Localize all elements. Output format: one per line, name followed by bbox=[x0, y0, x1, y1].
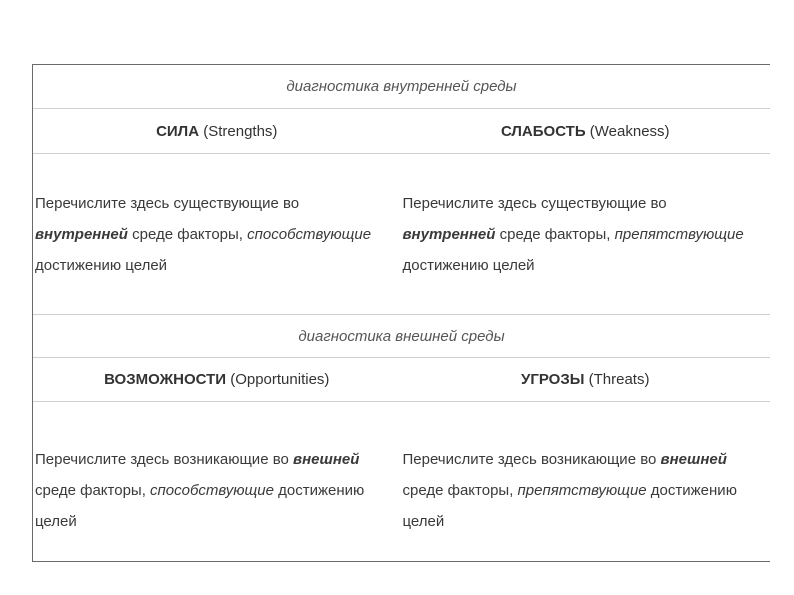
strengths-text-bold: внутренней bbox=[35, 225, 128, 243]
weakness-text-2: среде факторы, bbox=[495, 225, 615, 243]
weakness-text-3: достижению целей bbox=[402, 256, 535, 274]
opportunities-title-ru: ВОЗМОЖНОСТИ bbox=[104, 371, 227, 388]
threats-text-1: Перечислите здесь возникающие во bbox=[402, 451, 661, 468]
external-environment-header-text: диагностика внешней среды bbox=[298, 327, 505, 345]
threats-description bbox=[403, 444, 763, 537]
weakness-description bbox=[403, 188, 763, 281]
weakness-title-en: (Weakness) bbox=[589, 122, 670, 140]
internal-environment-header-text: диагностика внутренней среды bbox=[286, 78, 517, 95]
internal-environment-header bbox=[33, 65, 770, 109]
threats-text-3: достижению целей bbox=[402, 482, 737, 530]
threats-title-ru: УГРОЗЫ bbox=[521, 371, 585, 388]
opportunities-text-italic: способствующие bbox=[150, 482, 274, 499]
threats-title-en: (Threats) bbox=[588, 371, 650, 388]
weakness-cell bbox=[401, 154, 771, 314]
strengths-text-1: Перечислите здесь существующие во bbox=[35, 194, 300, 212]
external-titles-row bbox=[33, 358, 770, 402]
threats-text-2: среде факторы, bbox=[402, 482, 518, 499]
threats-text-bold: внешней bbox=[660, 451, 727, 468]
opportunities-text-2: среде факторы, bbox=[35, 482, 151, 499]
external-body-row bbox=[33, 402, 770, 561]
opportunities-cell bbox=[33, 402, 401, 561]
strengths-text-2: среде факторы, bbox=[127, 225, 248, 243]
external-environment-header bbox=[33, 315, 770, 358]
weakness-title bbox=[401, 109, 771, 153]
threats-cell bbox=[401, 402, 771, 561]
strengths-title bbox=[33, 109, 401, 153]
strengths-text-3: достижению целей bbox=[35, 256, 168, 274]
opportunities-text-1: Перечислите здесь возникающие во bbox=[35, 451, 294, 468]
strengths-title-ru: СИЛА bbox=[156, 122, 200, 140]
weakness-title-ru: СЛАБОСТЬ bbox=[500, 122, 586, 140]
strengths-cell bbox=[33, 154, 401, 314]
internal-titles-row bbox=[33, 109, 770, 154]
strengths-description bbox=[35, 188, 395, 281]
weakness-text-1: Перечислите здесь существующие во bbox=[402, 194, 667, 212]
threats-title bbox=[401, 358, 771, 401]
weakness-text-italic: препятствующие bbox=[614, 225, 744, 243]
opportunities-title-en: (Opportunities) bbox=[230, 371, 330, 388]
opportunities-description bbox=[35, 444, 395, 537]
opportunities-text-bold: внешней bbox=[293, 451, 360, 468]
threats-text-italic: препятствующие bbox=[517, 482, 647, 499]
weakness-text-bold: внутренней bbox=[402, 225, 496, 243]
opportunities-text-3: достижению целей bbox=[35, 482, 365, 530]
internal-body-row bbox=[33, 154, 770, 315]
opportunities-title bbox=[33, 358, 401, 401]
strengths-title-en: (Strengths) bbox=[203, 122, 278, 140]
swot-table bbox=[32, 64, 770, 562]
strengths-text-italic: способствующие bbox=[247, 225, 372, 243]
